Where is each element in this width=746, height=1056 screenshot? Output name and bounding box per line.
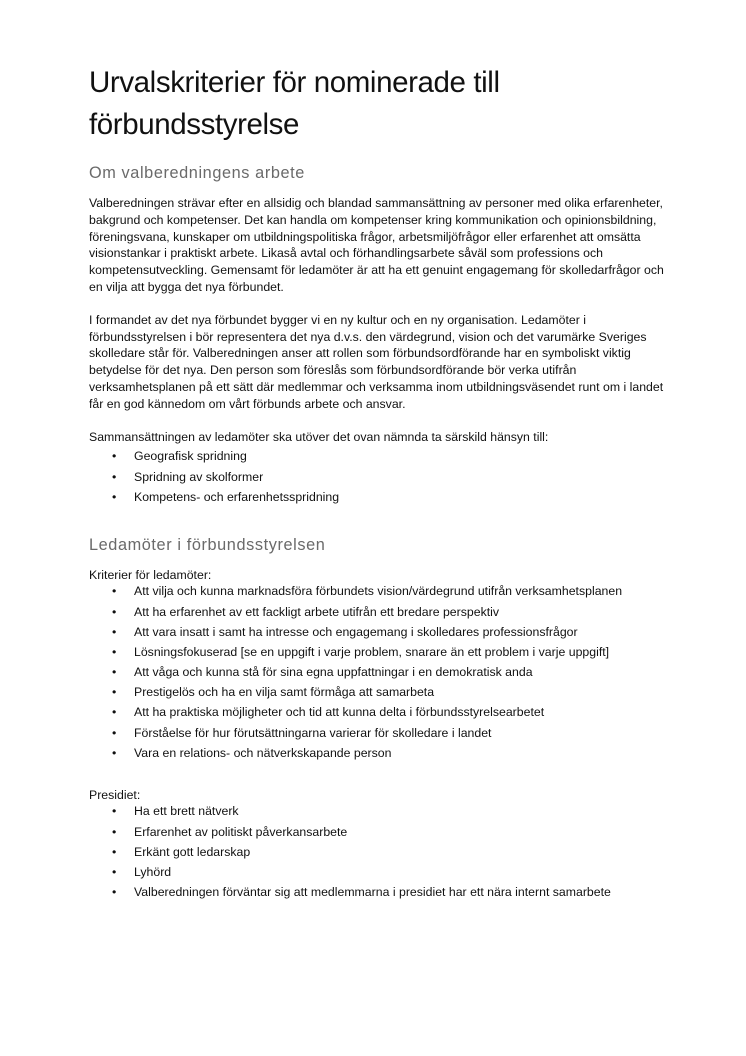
list-item — [89, 704, 669, 721]
bullet-icon: • — [112, 469, 117, 484]
bullet-list-presidiet — [89, 803, 669, 901]
presidium-label: Presidiet: — [89, 787, 141, 802]
list-item-text: Geografisk spridning — [134, 449, 247, 464]
bullet-list-hansyn — [89, 448, 669, 505]
bullet-icon: • — [112, 725, 117, 740]
list-item — [89, 644, 669, 661]
list-item-text: Att vilja och kunna marknadsföra förbundets vision/värdegrund utifrån verksamhetsplanen — [134, 584, 623, 599]
list-item-text: Vara en relations- och nätverkskapande person — [134, 745, 392, 760]
list-item — [89, 489, 669, 506]
list-item-text: Ha ett brett nätverk — [134, 804, 239, 819]
list-item — [89, 448, 669, 465]
list-item — [89, 745, 669, 762]
bullet-icon: • — [112, 745, 117, 760]
bullet-icon: • — [112, 449, 117, 464]
paragraph-sammansattning: Valberedningen strävar efter en allsidig och blandad sammansättning av personer med olika erfarenheter, bakgrund och kompetenser. Det kan handla om kompetenser kring kommunikation och opinionsbildning, föreningsvana, kunskaper om utbildningspolitiska frågor, arbetsmiljöfrågor eller erfarenhet att omsätta visionstankar i praktiskt arbete. Likaså avtal och förhandlingsarbete såväl som professions och kompetensutveckling. Gemensamt för ledamöter är att ha ett genuint engagemang för skolledarfrågor och en vilja att bygga det nya förbundet. — [89, 196, 664, 294]
list-item — [89, 664, 669, 681]
list-item — [89, 469, 669, 486]
document-title: Urvalskriterier för nominerade till förbundsstyrelse — [89, 66, 500, 141]
list-item-text: Erkänt gott ledarskap — [134, 844, 251, 859]
bullet-icon: • — [112, 624, 117, 639]
bullet-icon: • — [112, 685, 117, 700]
list-item-text: Erfarenhet av politiskt påverkansarbete — [134, 824, 348, 839]
list-item — [89, 824, 669, 841]
bullet-icon: • — [112, 584, 117, 599]
bullet-icon: • — [112, 885, 117, 900]
list-item — [89, 725, 669, 742]
list-item-text: Lyhörd — [134, 864, 172, 879]
list-item-text: Att ha praktiska möjligheter och tid att kunna delta i förbundsstyrelsearbetet — [134, 705, 545, 720]
list-item — [89, 844, 669, 861]
bullet-icon: • — [112, 844, 117, 859]
list-item — [89, 604, 669, 621]
bullet-icon: • — [112, 864, 117, 879]
criteria-label: Kriterier för ledamöter: — [89, 567, 212, 582]
bullet-icon: • — [112, 489, 117, 504]
bullet-icon: • — [112, 665, 117, 680]
list-item-text: Kompetens- och erfarenhetsspridning — [134, 489, 340, 504]
bullet-icon: • — [112, 804, 117, 819]
paragraph-nya-forbundet: I formandet av det nya förbundet bygger vi en ny kultur och en ny organisation. Ledamöter i förbundsstyrelsen i bör representera det nya d.v.s. den värdegrund, vision och det varumärke Sveriges skolledare står för. Valberedningen anser att rollen som förbundsordförande har en symboliskt viktig betydelse för det nya. Den person som föreslås som förbundsordförande bör verka utifrån verksamhetsplanen på ett sätt där medlemmar och verksamma inom utbildningsväsendet runt om i landet får en god kännedom om vårt förbunds arbete och ansvar. — [89, 312, 664, 411]
list-item — [89, 864, 669, 881]
list-item-text: Förståelse för hur förutsättningarna varierar för skolledare i landet — [134, 725, 492, 740]
list-item — [89, 583, 669, 600]
list-item-text: Att ha erfarenhet av ett fackligt arbete utifrån ett bredare perspektiv — [134, 604, 500, 619]
list-item — [89, 884, 669, 901]
list-item-text: Spridning av skolformer — [134, 469, 264, 484]
bullet-icon: • — [112, 604, 117, 619]
list-item — [89, 684, 669, 701]
bullet-icon: • — [112, 824, 117, 839]
list-item-text: Valberedningen förväntar sig att medlemmarna i presidiet har ett nära internt samarbete — [134, 885, 611, 900]
bullet-icon: • — [112, 644, 117, 659]
document-content — [89, 62, 669, 901]
section-heading-om-valberedningen: Om valberedningens arbete — [89, 164, 305, 182]
list-item — [89, 624, 669, 641]
paragraph-hansyn: Sammansättningen av ledamöter ska utöver det ovan nämnda ta särskild hänsyn till: — [89, 429, 549, 444]
section-heading-ledamoter: Ledamöter i förbundsstyrelsen — [89, 535, 326, 554]
list-item-text: Prestigelös och ha en vilja samt förmåga att samarbeta — [134, 685, 435, 700]
list-item-text: Att våga och kunna stå för sina egna uppfattningar i en demokratisk anda — [134, 665, 533, 680]
list-item-text: Lösningsfokuserad [se en uppgift i varje problem, snarare än ett problem i varje uppgift] — [134, 644, 610, 659]
bullet-list-kriterier — [89, 583, 669, 761]
list-item-text: Att vara insatt i samt ha intresse och engagemang i skolledares professionsfrågor — [134, 624, 578, 639]
bullet-icon: • — [112, 705, 117, 720]
list-item — [89, 803, 669, 820]
